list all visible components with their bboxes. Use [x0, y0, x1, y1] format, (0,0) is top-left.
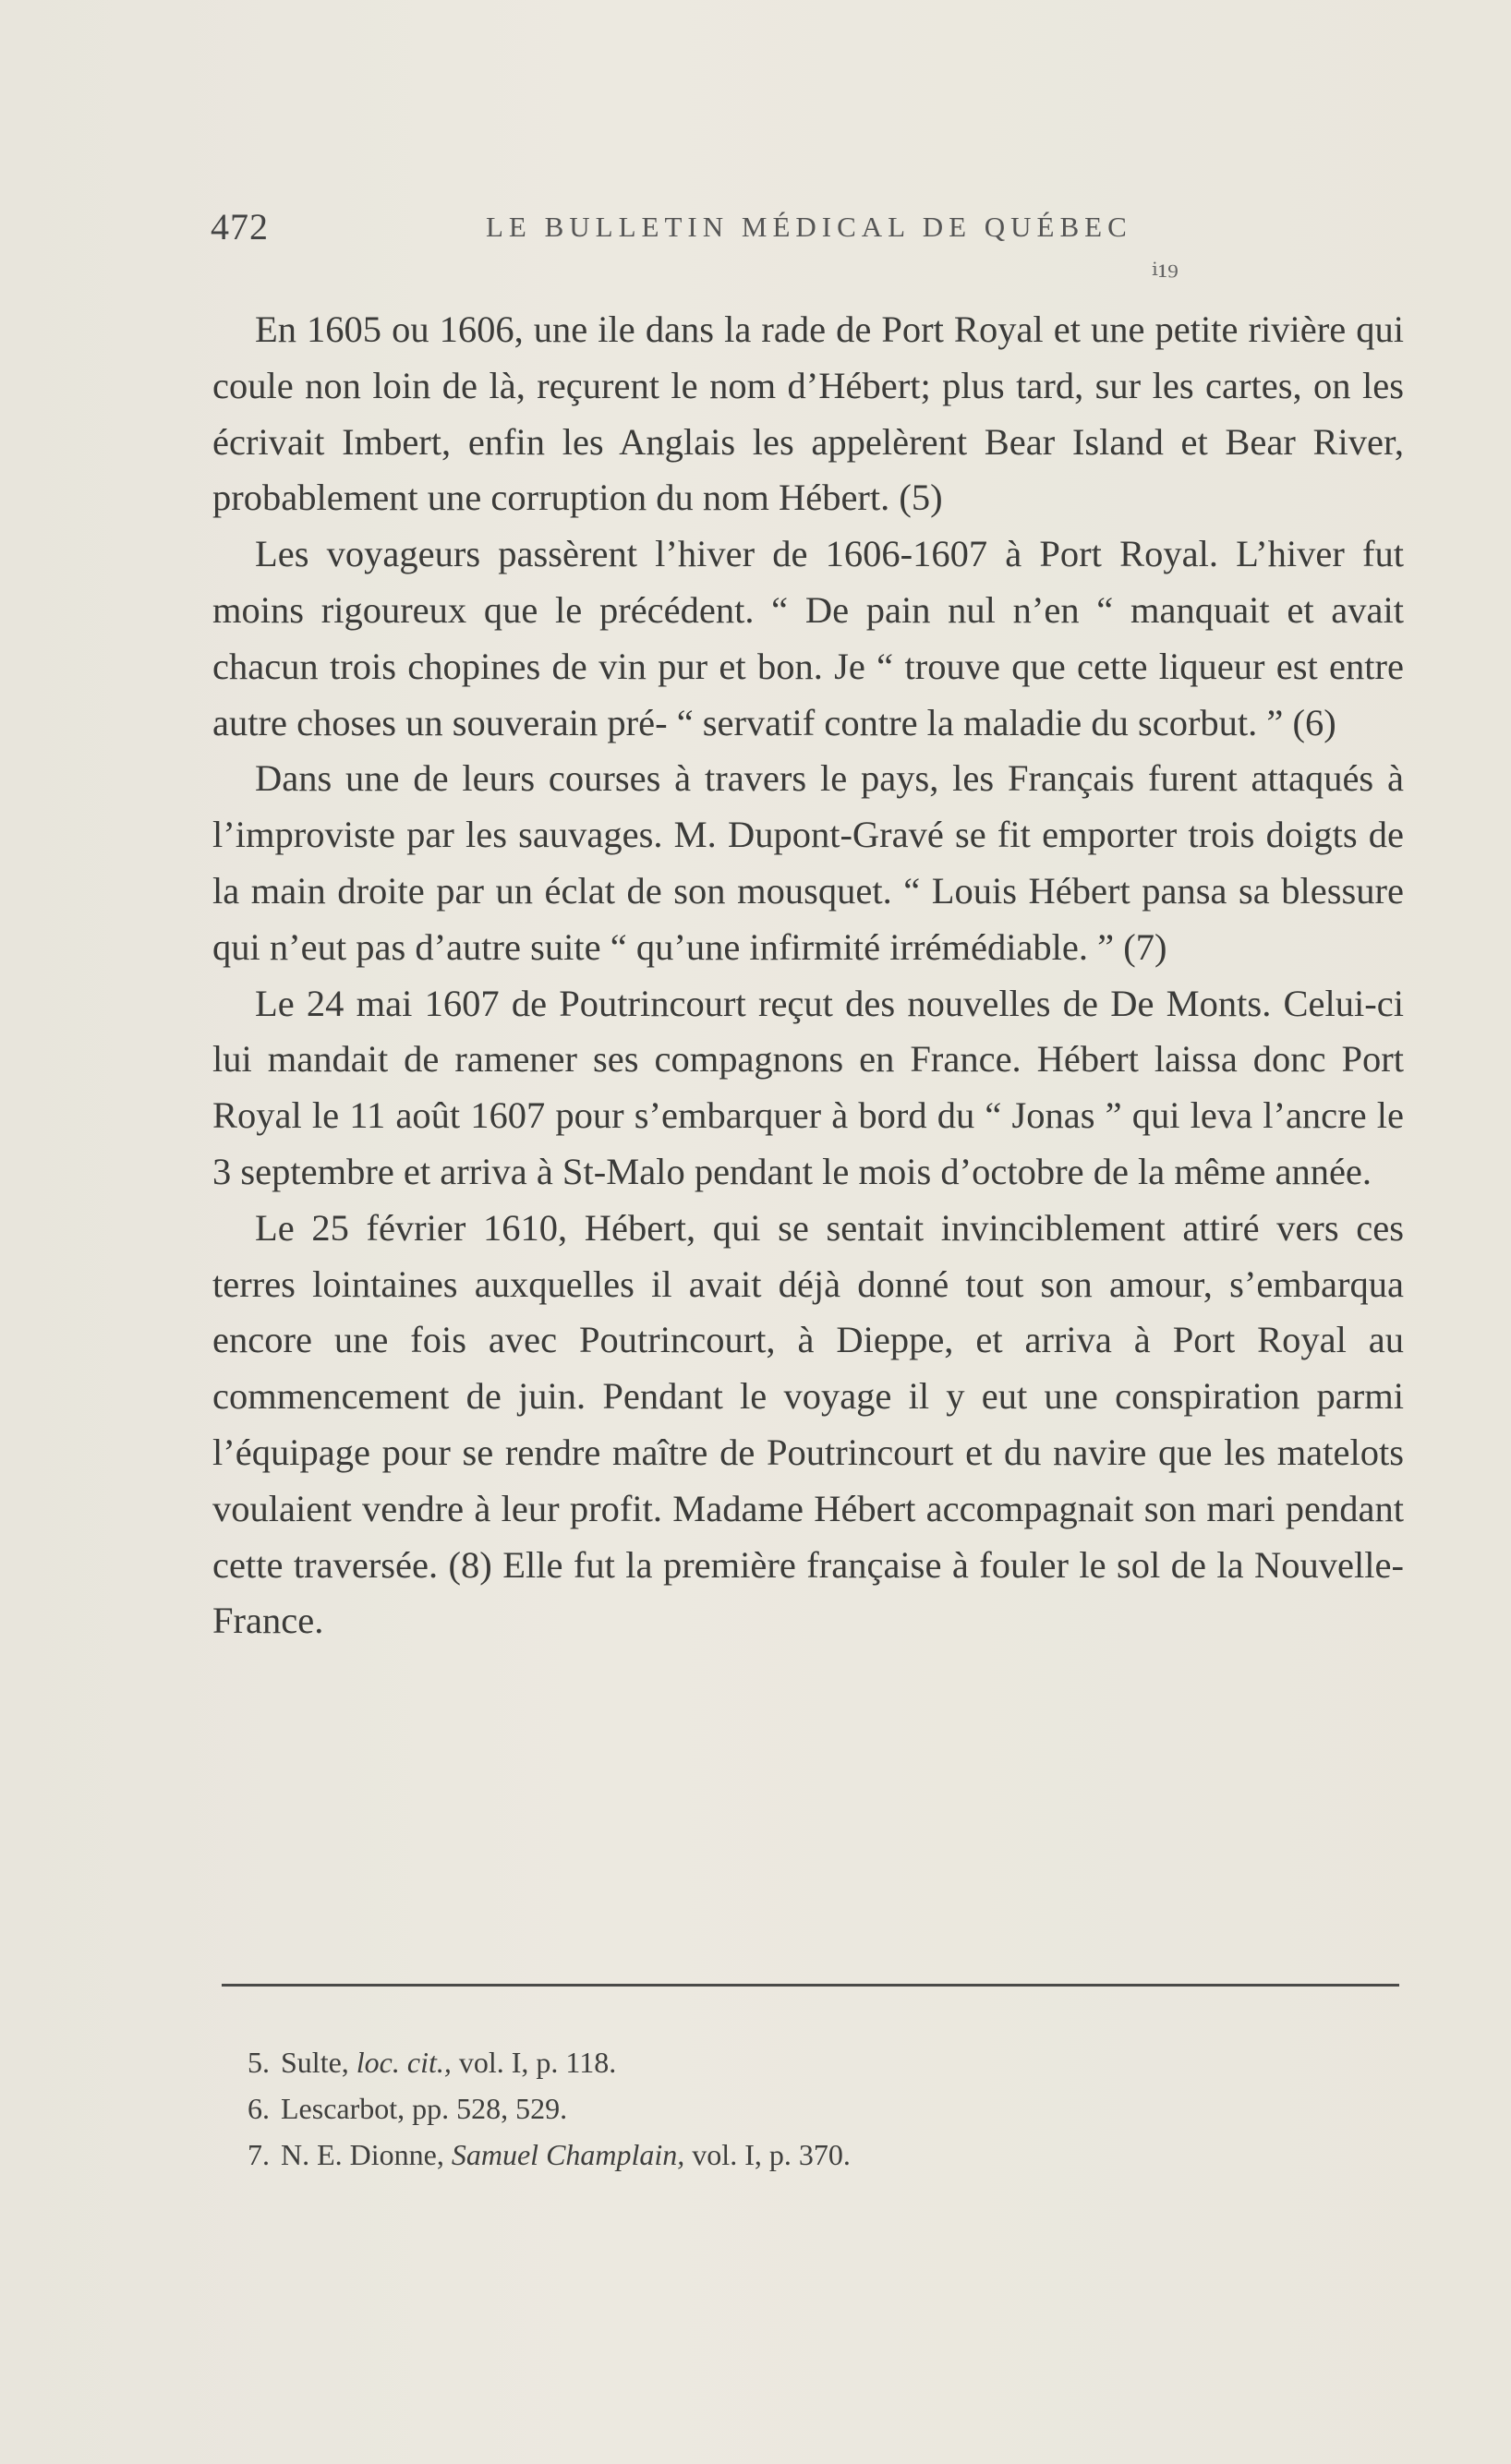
footnote-author: Lescarbot, pp. 528, 529. — [281, 2092, 568, 2125]
paragraph: Le 25 février 1610, Hébert, qui se sentait invinciblement attiré vers ces terres lointaines auxquelles il avait déjà donné tout son amour, s’embarqua encore une fois avec Poutrincourt, à Dieppe, et arriva à Port Royal au commencement de juin. Pendant le voyage il y eut une conspiration parmi l’équipage pour se rendre maître de Poutrincourt et du navire que les matelots voulaient vendre à leur profit. Madame Hébert accompagnait son mari pendant cette traversée. (8) Elle fut la première française à fouler le sol de la Nouvelle-France. — [212, 1206, 1404, 1642]
paragraph: Le 24 mai 1607 de Poutrincourt reçut des nouvelles de De Monts. Celui-ci lui mandait de ramener ses compagnons en France. Hébert laissa donc Port Royal le 11 août 1607 pour s’embarquer à bord du “ Jonas ” qui leva l’ancre le 3 septembre et arriva à St-Malo pendant le mois d’octobre de la même année. — [212, 982, 1404, 1192]
paragraph: En 1605 ou 1606, une ile dans la rade de Port Royal et une petite rivière qui coule non loin de là, reçurent le nom d’Hébert; plus tard, sur les cartes, on les écrivait Imbert, enfin les Anglais les appelèrent Bear Island et Bear River, probablement une corruption du nom Hébert. (5) — [212, 308, 1404, 519]
body-text — [212, 302, 1404, 1649]
footnote-title: Samuel Champlain, — [451, 2138, 685, 2171]
stray-mark: ⁱ¹⁹ — [1152, 259, 1179, 293]
footnote — [248, 2085, 1310, 2132]
footnote-author: N. E. Dionne, — [281, 2138, 444, 2171]
footnote-number: 7. — [248, 2138, 270, 2171]
paragraph: Dans une de leurs courses à travers le pays, les Français furent attaqués à l’improviste par les sauvages. M. Dupont-Gravé se fit emporter trois doigts de la main droite par un éclat de son mousquet. “ Louis Hébert pansa sa blessure qui n’eut pas d’autre suite “ qu’une infirmité irrémédiable. ” (7) — [212, 757, 1404, 968]
footnote-author: Sulte, — [281, 2046, 349, 2079]
footnote-number: 5. — [248, 2046, 270, 2079]
page-number: 472 — [211, 206, 269, 248]
footnote-reference: vol. I, p. 118. — [458, 2046, 617, 2079]
footnote-title: loc. cit., — [356, 2046, 452, 2079]
running-head: LE BULLETIN MÉDICAL DE QUÉBEC — [486, 211, 1132, 243]
paragraph: Les voyageurs passèrent l’hiver de 1606-1607 à Port Royal. L’hiver fut moins rigoureux que le précédent. “ De pain nul n’en “ manquait et avait chacun trois chopines de vin pur et bon. Je “ trouve que cette liqueur est entre autre choses un souverain pré- “ servatif contre la maladie du scorbut. ” (6) — [212, 533, 1404, 743]
footnotes — [248, 2039, 1310, 2178]
footnote — [248, 2039, 1310, 2085]
page-header — [211, 205, 1134, 251]
footnote-divider — [222, 1984, 1399, 1987]
footnote — [248, 2132, 1310, 2178]
footnote-reference: vol. I, p. 370. — [692, 2138, 851, 2171]
footnote-number: 6. — [248, 2092, 270, 2125]
